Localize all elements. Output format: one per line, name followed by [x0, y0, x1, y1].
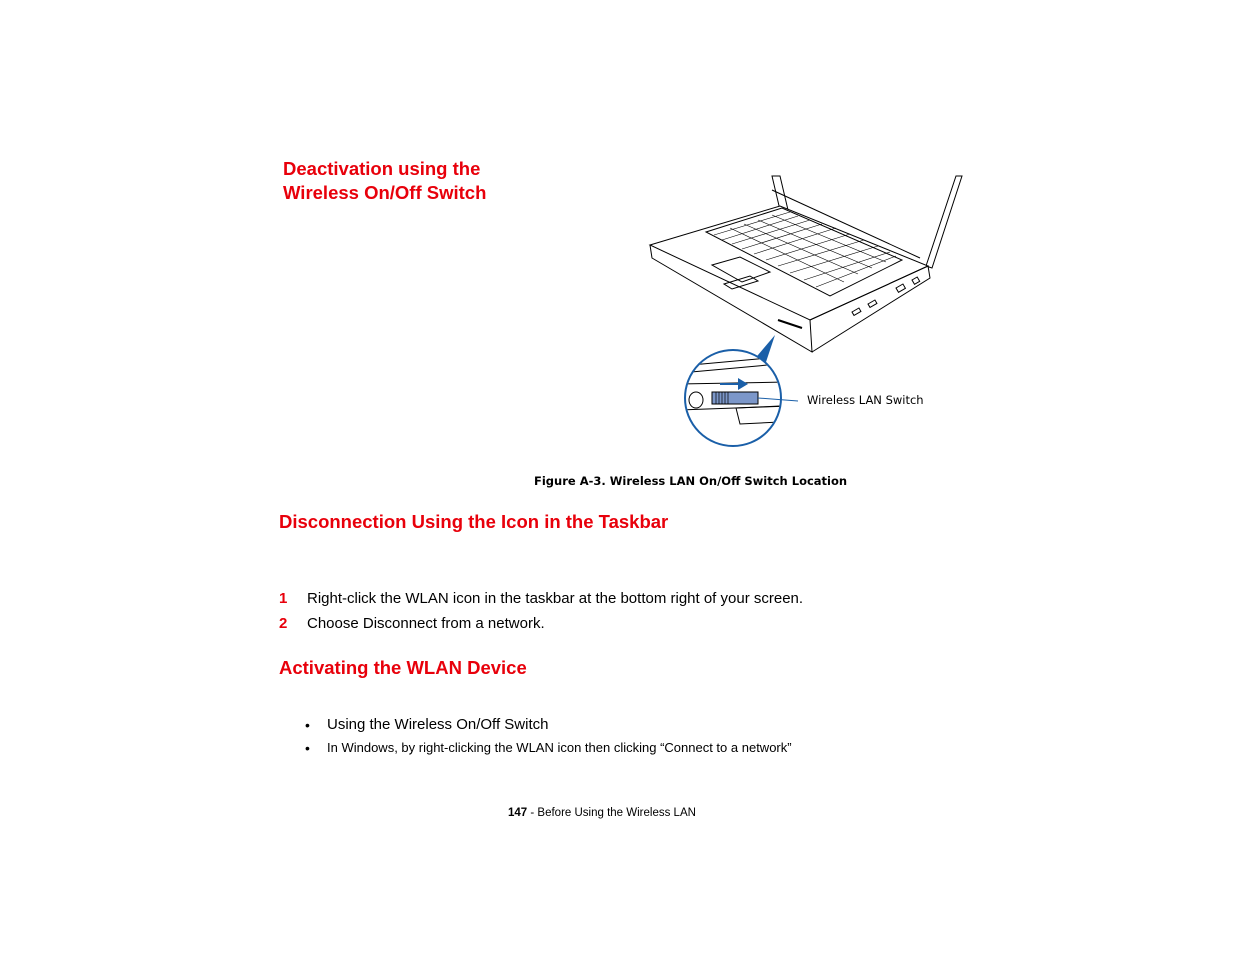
bullet-text: In Windows, by right-clicking the WLAN icon then clicking “Connect to a network”: [327, 740, 792, 755]
footer-separator: -: [527, 807, 538, 819]
figure-caption: Figure A-3. Wireless LAN On/Off Switch Location: [534, 474, 848, 488]
bullet-text: Using the Wireless On/Off Switch: [327, 716, 549, 733]
bullet-dot: •: [305, 717, 310, 733]
page-number: 147: [508, 807, 528, 819]
deactivation-heading-line1: Deactivation using the: [283, 158, 481, 179]
activating-heading: Activating the WLAN Device: [279, 657, 527, 678]
callout-label: Wireless LAN Switch: [807, 393, 924, 407]
bullet-dot: •: [305, 740, 310, 756]
disconnection-heading: Disconnection Using the Icon in the Taskbar: [279, 511, 669, 532]
step-item: [279, 614, 545, 634]
deactivation-heading: [283, 157, 543, 205]
laptop-figure: [640, 170, 970, 455]
step-number: 2: [279, 615, 288, 632]
step-text: Right-click the WLAN icon in the taskbar at the bottom right of your screen.: [307, 590, 804, 607]
step-item: [279, 589, 803, 609]
deactivation-heading-line2: Wireless On/Off Switch: [283, 182, 487, 203]
step-text: Choose Disconnect from a network.: [307, 615, 545, 632]
step-number: 1: [279, 590, 288, 607]
laptop-illustration: [640, 170, 970, 455]
footer-title: Before Using the Wireless LAN: [537, 807, 696, 819]
page-footer: [508, 807, 696, 819]
